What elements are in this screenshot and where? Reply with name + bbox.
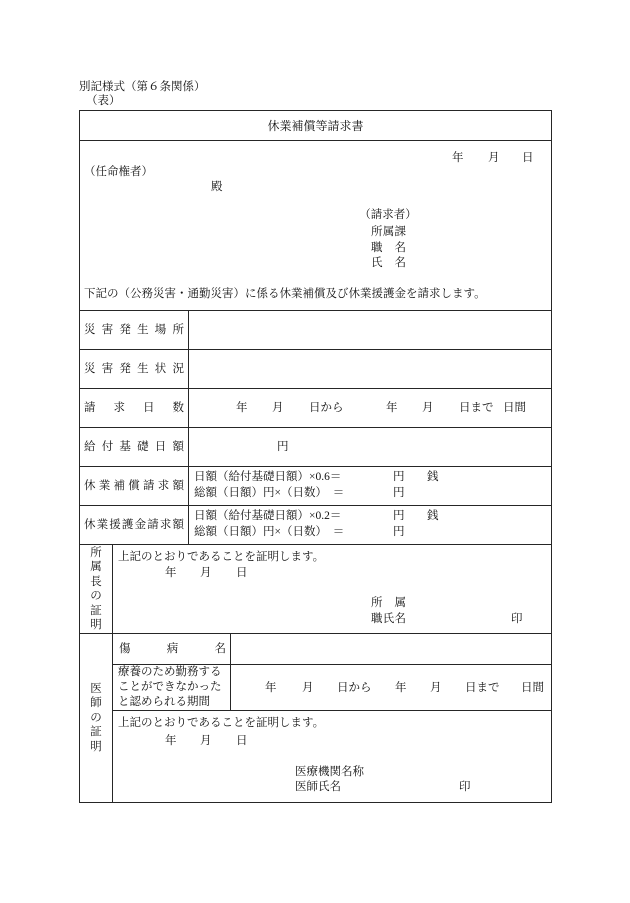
period-to-year: 年	[395, 682, 407, 694]
header-date-year: 年	[452, 152, 464, 164]
label-char: 証	[90, 604, 102, 617]
aid-total-formula: 総額（日額）円×（日数） ＝	[194, 526, 345, 538]
appointer-label: （任命権者）	[84, 166, 153, 178]
claimant-label: （請求者）	[359, 209, 417, 221]
base-daily-amount-label	[84, 440, 184, 454]
label-char: 傷	[119, 643, 131, 655]
label-char: 災	[84, 324, 96, 336]
label-char: 所	[371, 226, 383, 238]
claim-days-value	[188, 388, 552, 428]
label-char: 付	[101, 441, 114, 453]
claim-days-to-month: 月	[422, 402, 434, 414]
label-char: 名	[394, 613, 406, 625]
label-char: 病	[166, 643, 179, 655]
label-char: 請	[147, 519, 159, 531]
claim-days-from-month: 月	[272, 402, 284, 414]
leave-compensation-label-cell	[79, 466, 189, 506]
label-char: 属	[394, 597, 406, 609]
leave-period-label-line: と認められる期間	[118, 696, 210, 708]
label-char: 害	[101, 324, 114, 336]
accident-place-label-cell	[79, 310, 189, 350]
claim-statement: 下記の（公務災害・通勤災害）に係る休業補償及び休業援護金を請求します。	[84, 288, 486, 300]
doctor-date-day: 日	[236, 735, 248, 747]
chief-date-day: 日	[236, 567, 248, 579]
label-char: 給	[84, 441, 96, 453]
label-char: 名	[214, 643, 226, 655]
label-char: の	[90, 590, 102, 602]
period-to-month: 月	[430, 682, 442, 694]
label-char: 休	[84, 519, 96, 531]
period-from-year: 年	[265, 682, 277, 694]
chief-certification-side-cell	[79, 544, 113, 634]
aid-total-yen: 円	[393, 526, 405, 538]
label-char: の	[90, 711, 102, 724]
label-char: 礎	[137, 441, 149, 453]
label-char: 基	[119, 441, 131, 453]
compensation-total-formula: 総額（日額）円×（日数） ＝	[194, 487, 345, 499]
base-daily-amount-value	[188, 427, 552, 467]
accident-situation-value	[188, 349, 552, 389]
claim-days-to-day: 日まで	[459, 402, 494, 414]
label-char: 災	[84, 363, 96, 375]
claim-days-count: 日間	[503, 402, 526, 414]
label-char: 害	[101, 363, 114, 375]
label-char: 請	[84, 402, 96, 414]
claim-days-from-day: 日から	[309, 402, 344, 414]
header-section	[79, 140, 552, 311]
label-char: 所	[90, 546, 102, 559]
aid-daily-formula: 日額（給付基礎日額）×0.2＝	[194, 510, 342, 522]
label-char: 氏	[371, 257, 383, 269]
period-from-month: 月	[302, 682, 314, 694]
leave-period-label-line: 療養のため勤務する	[118, 666, 222, 678]
label-char: 額	[172, 480, 184, 492]
label-char: 所	[172, 324, 184, 336]
label-char: 明	[90, 619, 102, 631]
doctor-seal-mark: 印	[459, 781, 471, 793]
label-char: 医	[90, 682, 102, 695]
chief-title-name-label	[371, 612, 406, 626]
label-char: 償	[128, 480, 140, 492]
chief-date-year: 年	[165, 567, 177, 579]
leave-period-value	[230, 664, 552, 711]
page-side-label: （表）	[86, 95, 121, 107]
compensation-total-yen: 円	[393, 487, 405, 499]
accident-place-label	[84, 323, 184, 337]
label-char: 発	[119, 363, 131, 375]
form-reference: 別記様式（第６条関係）	[79, 81, 206, 93]
leave-aid-label	[84, 518, 184, 532]
label-char: 場	[154, 324, 167, 336]
claimant-position-label	[371, 241, 406, 255]
chief-certification-side-label	[90, 546, 102, 633]
chief-certification-body	[112, 544, 552, 634]
compensation-daily-yen: 円	[393, 471, 405, 483]
label-char: 生	[137, 324, 149, 336]
label-char: 額	[172, 441, 184, 453]
label-char: 所	[371, 597, 383, 609]
base-daily-amount-unit: 円	[277, 441, 289, 453]
label-char: 長	[90, 575, 102, 588]
label-char: 休	[84, 480, 96, 492]
label-char: 業	[96, 519, 109, 531]
injury-value	[230, 633, 552, 665]
leave-period-label-line: ことができなかった	[118, 681, 222, 693]
label-char: 日	[154, 441, 167, 453]
doctor-date-month: 月	[200, 735, 212, 747]
label-char: 発	[119, 324, 131, 336]
period-to-day: 日まで	[465, 682, 500, 694]
leave-aid-label-cell	[79, 505, 189, 545]
label-char: 金	[134, 519, 147, 531]
aid-daily-sen: 銭	[427, 510, 439, 522]
label-char: 職	[371, 613, 383, 625]
chief-date-month: 月	[200, 567, 212, 579]
injury-label-cell	[112, 633, 231, 665]
leave-compensation-value	[188, 466, 552, 506]
label-char: 護	[121, 519, 134, 531]
leave-compensation-label	[84, 479, 184, 493]
claim-days-from-year: 年	[236, 402, 248, 414]
base-daily-amount-label-cell	[79, 427, 189, 467]
label-char: 求	[159, 519, 172, 531]
doctor-certification-statement: 上記のとおりであることを証明します。	[118, 717, 325, 729]
title-cell	[79, 110, 552, 141]
label-char: 職	[371, 242, 383, 254]
chief-seal-mark: 印	[511, 613, 523, 625]
chief-department-label	[371, 596, 406, 610]
accident-situation-label	[84, 362, 184, 376]
injury-label	[119, 642, 226, 656]
doctor-name-label: 医師氏名	[295, 781, 341, 793]
compensation-daily-formula: 日額（給付基礎日額）×0.6＝	[194, 471, 342, 483]
claim-days-label-cell	[79, 388, 189, 428]
label-char: 師	[90, 697, 102, 710]
label-char: 明	[90, 740, 102, 753]
label-char: 証	[90, 726, 102, 739]
label-char: 補	[113, 480, 125, 492]
doctor-date-year: 年	[165, 735, 177, 747]
chief-certification-statement: 上記のとおりであることを証明します。	[118, 551, 325, 563]
header-date-day: 日	[522, 152, 534, 164]
period-from-day: 日から	[337, 682, 372, 694]
label-char: 請	[143, 480, 155, 492]
label-char: 氏	[382, 613, 395, 625]
label-char: 名	[394, 242, 406, 254]
form-title: 休業補償等請求書	[267, 118, 364, 133]
medical-institution-label: 医療機関名称	[295, 766, 364, 778]
accident-situation-label-cell	[79, 349, 189, 389]
label-char: 生	[137, 363, 149, 375]
leave-aid-value	[188, 505, 552, 545]
claimant-name-label	[371, 256, 406, 270]
label-char: 数	[172, 402, 184, 414]
leave-period-label-cell	[112, 664, 231, 711]
label-char: 求	[113, 402, 125, 414]
claim-days-to-year: 年	[386, 402, 398, 414]
doctor-certification-body	[112, 710, 552, 803]
label-char: 状	[154, 363, 167, 375]
label-char: 援	[109, 519, 121, 531]
doctor-certification-side-label	[90, 682, 102, 755]
aid-daily-yen: 円	[393, 510, 405, 522]
label-char: 課	[394, 226, 406, 238]
accident-place-value	[188, 310, 552, 350]
label-char: 日	[143, 402, 155, 414]
label-char: 況	[172, 363, 184, 375]
label-char: 額	[172, 519, 184, 531]
header-date-month: 月	[488, 152, 500, 164]
doctor-certification-side-cell	[79, 633, 113, 803]
claimant-department-label	[371, 225, 406, 239]
honorific: 殿	[211, 181, 223, 193]
period-day-count: 日間	[521, 682, 544, 694]
label-char: 業	[98, 480, 111, 492]
label-char: 求	[157, 480, 170, 492]
label-char: 名	[394, 257, 406, 269]
leave-period-label	[118, 665, 222, 710]
label-char: 属	[90, 561, 102, 573]
label-char: 属	[382, 226, 395, 238]
claim-days-label	[84, 401, 184, 415]
compensation-daily-sen: 銭	[427, 471, 439, 483]
